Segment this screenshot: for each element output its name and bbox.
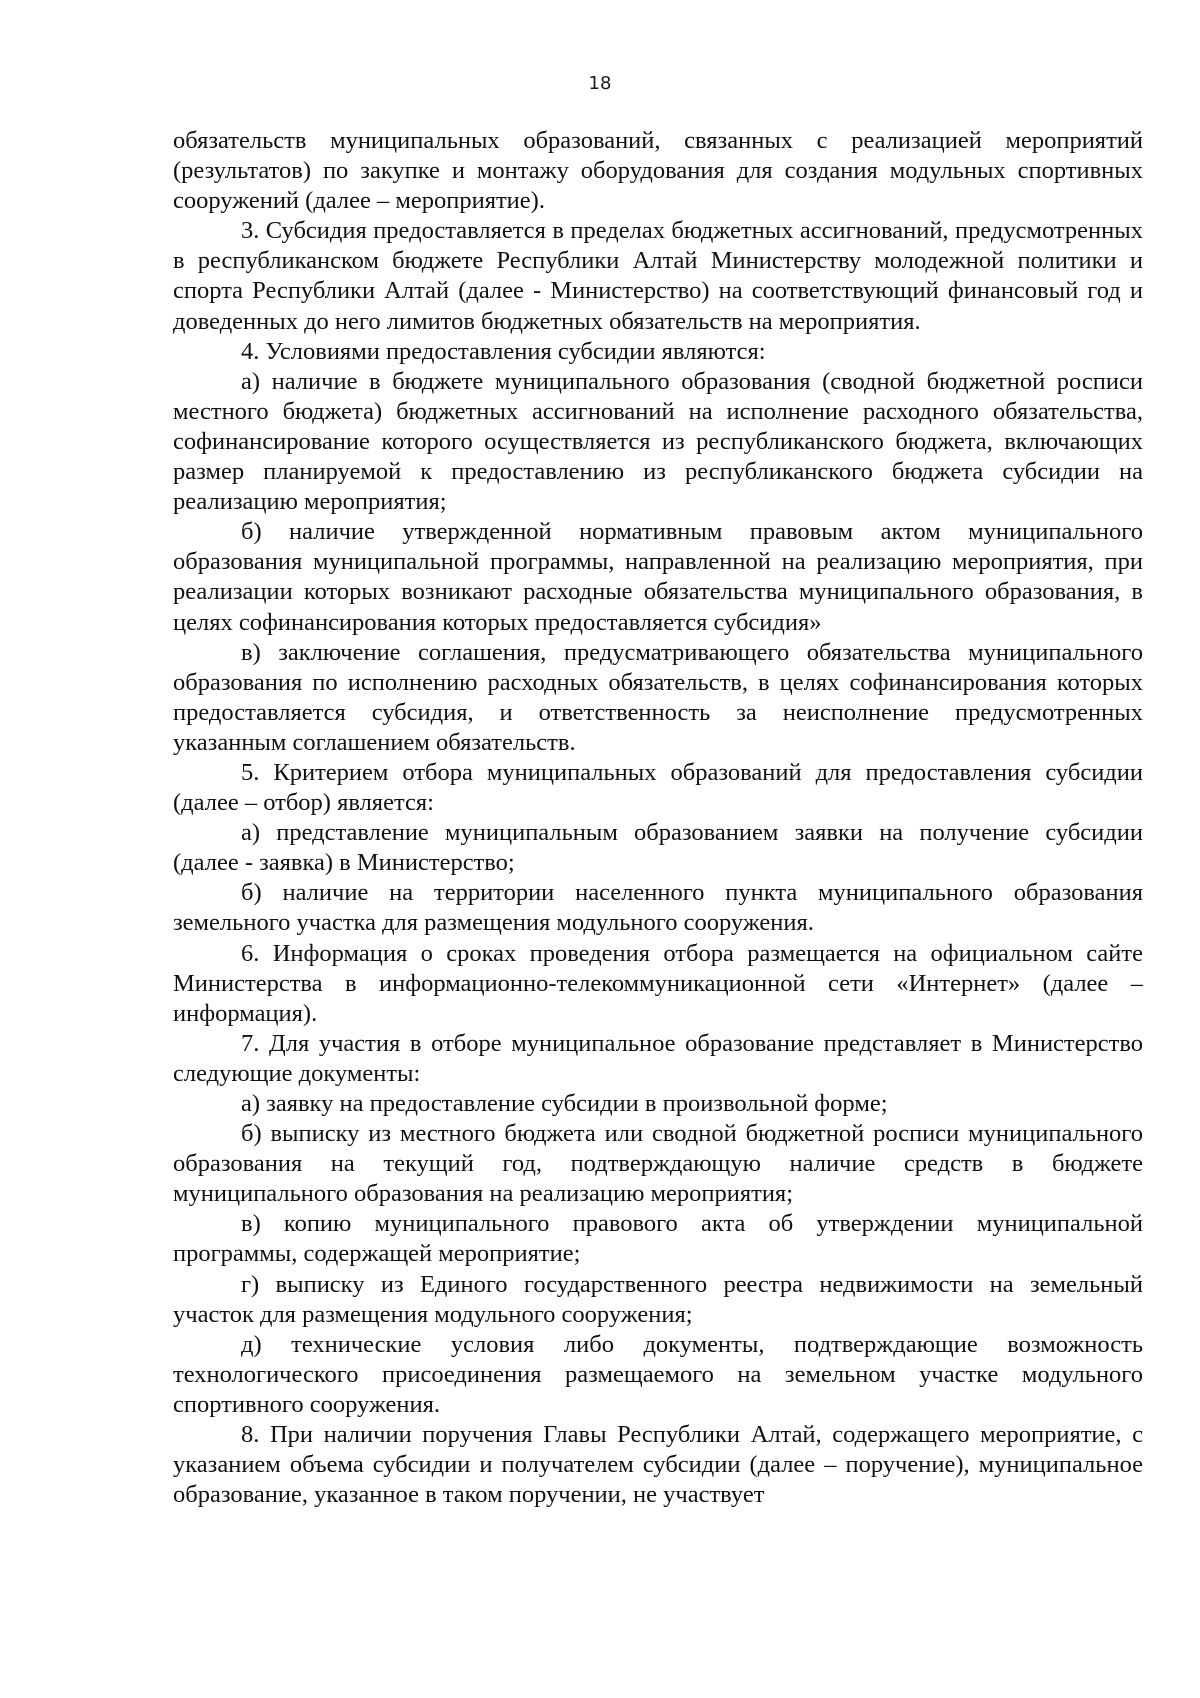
document-body [173,126,1143,1510]
page-number: 18 [588,73,612,94]
paragraph-5b: б) наличие на территории населенного пункта муниципального образования земельного участка для размещения модульного сооружения. [173,879,1143,937]
paragraph-obligations-continuation: обязательств муниципальных образований, связанных с реализацией мероприятий (результатов) по закупке и монтажу оборудования для создания модульных спортивных сооружений (далее – мероприятие). [173,127,1143,215]
paragraph-7e: д) технические условия либо документы, подтверждающие возможность технологического присоединения размещаемого на земельном участке модульного спортивного сооружения. [173,1330,1143,1418]
paragraph-7b: б) выписку из местного бюджета или сводной бюджетной росписи муниципального образования на текущий год, подтверждающую наличие средств в бюджете муниципального образования на реализацию мероприятия; [173,1120,1143,1208]
paragraph-4c: в) заключение соглашения, предусматривающего обязательства муниципального образования по исполнению расходных обязательств, в целях софинансирования которых предоставляется субсидия, и ответственность за неисполнение предусмотренных указанным соглашением обязательств. [173,638,1143,756]
paragraph-4b: б) наличие утвержденной нормативным правовым актом муниципального образования муниципальной программы, направленной на реализацию мероприятия, при реализации которых возникают расходные обязательства муниципального образования, в целях софинансирования которых предоставляется субсидия» [173,518,1143,636]
paragraph-5-selection-criterion: 5. Критерием отбора муниципальных образований для предоставления субсидии (далее – отбор) является: [173,758,1143,817]
paragraph-3-subsidy-provision: 3. Субсидия предоставляется в пределах бюджетных ассигнований, предусмотренных в республиканском бюджете Республики Алтай Министерству молодежной политики и спорта Республики Алтай (далее - Министерство) на соответствующий финансовый год и доведенных до него лимитов бюджетных обязательств на мероприятия. [173,217,1143,335]
paragraph-7d: г) выписку из Единого государственного реестра недвижимости на земельный участок для размещения модульного сооружения; [173,1270,1143,1328]
paragraph-5a: а) представление муниципальным образованием заявки на получение субсидии (далее - заявка) в Министерство; [173,819,1143,877]
paragraph-4-conditions: 4. Условиями предоставления субсидии являются: [241,337,766,365]
paragraph-7c: в) копию муниципального правового акта об утверждении муниципальной программы, содержащей мероприятие; [173,1210,1143,1268]
paragraph-6-information: 6. Информация о сроках проведения отбора размещается на официальном сайте Министерства в информационно-телекоммуникационной сети «Интернет» (далее – информация). [173,939,1143,1027]
paragraph-7-documents: 7. Для участия в отборе муниципальное образование представляет в Министерство следующие документы: [173,1029,1143,1087]
paragraph-4a: а) наличие в бюджете муниципального образования (сводной бюджетной росписи местного бюджета) бюджетных ассигнований на исполнение расходного обязательства, софинансирование которого осуществляется из республиканского бюджета, включающих размер планируемой к предоставлению из республиканского бюджета субсидии на реализацию мероприятия; [173,367,1143,516]
paragraph-7a: а) заявку на предоставление субсидии в произвольной форме; [241,1090,888,1117]
paragraph-8-instruction: 8. При наличии поручения Главы Республики Алтай, содержащего мероприятие, с указанием объема субсидии и получателем субсидии (далее – поручение), муниципальное образование, указанное в таком поручении, не участвует [173,1421,1143,1509]
